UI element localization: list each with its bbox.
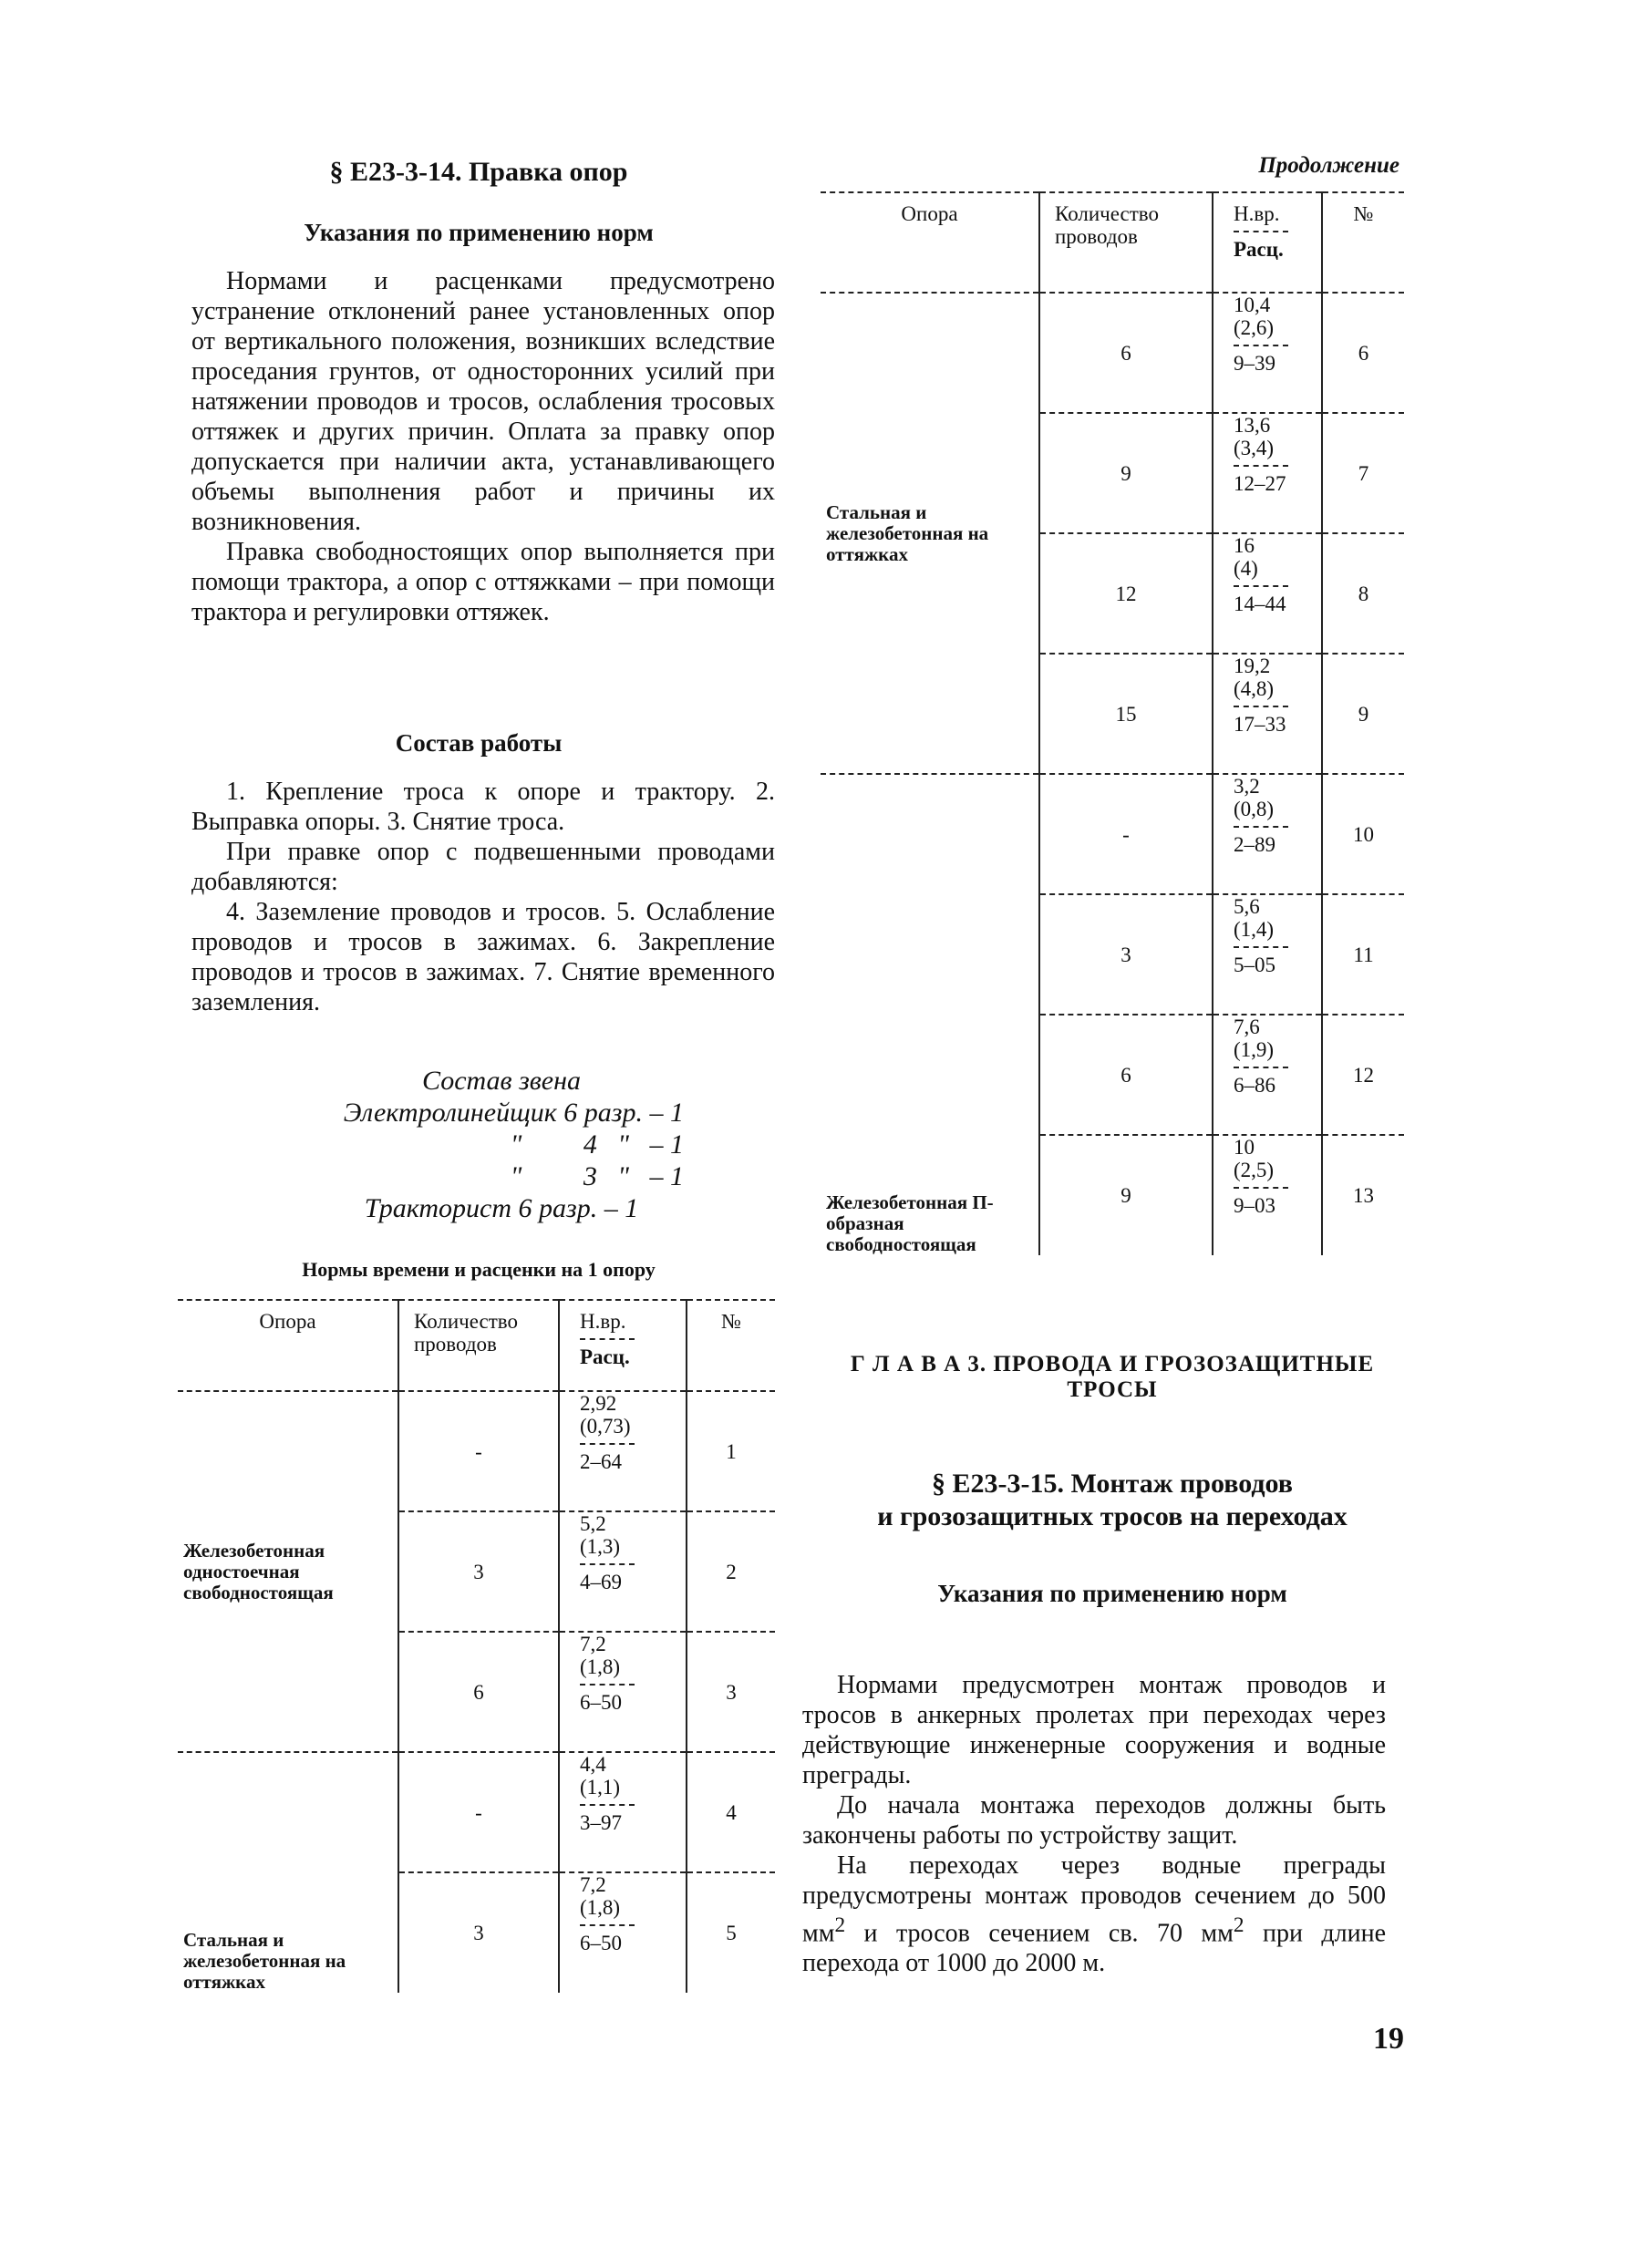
header-wires: Количество проводов <box>1039 192 1213 293</box>
hvr-value: 3,2 <box>1234 775 1260 798</box>
table-caption: Нормы времени и расценки на 1 опору <box>302 1258 656 1281</box>
guidance-title: Указания по применению норм <box>304 219 654 246</box>
header-hvr: Н.вр. Расц. <box>559 1300 687 1391</box>
rasc-value: 3–97 <box>580 1804 635 1834</box>
hvr-sub-value: (2,5) <box>1234 1159 1275 1181</box>
chapter-title <box>802 1352 1422 1403</box>
row-number-cell: 5 <box>726 1922 737 1944</box>
wires-cell: 3 <box>1039 894 1213 1015</box>
row-number-cell: 1 <box>726 1439 737 1463</box>
hvr-rasc-cell <box>1213 533 1322 654</box>
hvr-sub-value: (2,6) <box>1234 316 1275 339</box>
header-wires: Количество проводов <box>398 1300 559 1391</box>
header-num: № <box>1353 202 1374 225</box>
hvr-value: 2,92 <box>580 1392 617 1415</box>
rasc-value: 5–05 <box>1234 946 1288 976</box>
hvr-sub-value: (1,8) <box>580 1655 621 1678</box>
row-number-cell: 10 <box>1353 822 1374 846</box>
header-num: № <box>721 1310 741 1333</box>
hvr-value: 10,4 <box>1234 294 1271 316</box>
hvr-value: 4,4 <box>580 1753 606 1776</box>
header-opora: Опора <box>259 1310 316 1333</box>
wires-cell: 3 <box>398 1511 559 1632</box>
table-header-row <box>821 192 1404 293</box>
rasc-value: 6–50 <box>580 1684 635 1714</box>
section-title-line-1: § Е23-3-15. Монтаж проводов <box>931 1469 1294 1499</box>
hvr-rasc-cell <box>1213 1135 1322 1255</box>
table-row <box>178 1391 775 1511</box>
wires-cell: - <box>1039 774 1213 894</box>
wires-cell: 6 <box>1039 1015 1213 1135</box>
crew-line-2: " 4 " – 1 <box>510 1129 684 1160</box>
continuation-label: Продолжение <box>1258 153 1399 178</box>
hvr-value: 16 <box>1234 534 1255 557</box>
work-title: Состав работы <box>395 729 563 757</box>
opora-cell: Стальная и железобетонная на оттяжках <box>826 500 989 565</box>
wires-cell: 12 <box>1039 533 1213 654</box>
crew-title: Состав звена <box>421 1066 581 1096</box>
chapter-title-line-2: ТРОСЫ <box>1067 1377 1158 1402</box>
hvr-sub-value: (0,73) <box>580 1415 631 1438</box>
row-number-cell: 4 <box>726 1800 737 1824</box>
opora-cell: Железобетонная одностоечная свободностоящая <box>183 1539 334 1603</box>
e23-3-15-text <box>802 1670 1386 1978</box>
wires-cell: - <box>398 1391 559 1511</box>
hvr-rasc-cell <box>1213 654 1322 774</box>
hvr-value: 19,2 <box>1234 655 1271 677</box>
hvr-rasc-cell <box>559 1752 687 1872</box>
row-number-cell: 11 <box>1353 943 1374 966</box>
e23-3-15-paragraph-3: На переходах через водные преграды предусмотрены монтаж проводов сечением до 500 $мм^2$ и тросов сечением св. 70 $мм^2$ при длине перехода от 1000 до 2000 м. <box>802 1851 1386 1978</box>
hvr-sub-value: (1,1) <box>580 1776 621 1799</box>
guidance-title-2: Указания по применению норм <box>937 1580 1287 1607</box>
guidance-paragraph-2: Правка свободностоящих опор выполняется при помощи трактора, а опор с оттяжками – при помощи трактора и регулировки оттяжек. <box>191 538 775 626</box>
hvr-sub-value: (1,4) <box>1234 918 1275 941</box>
header-opora: Опора <box>901 202 958 225</box>
hvr-rasc-cell <box>1213 413 1322 533</box>
wires-cell: 15 <box>1039 654 1213 774</box>
opora-cell: Железобетонная П-образная свободностоящая <box>826 1191 994 1255</box>
row-number-cell: 2 <box>726 1560 737 1583</box>
wires-cell: 6 <box>1039 293 1213 413</box>
table-header-row <box>178 1300 775 1391</box>
crew-line-1: Электролинейщик 6 разр. – 1 <box>343 1098 684 1128</box>
hvr-sub-value: (4,8) <box>1234 677 1275 700</box>
wires-cell: 3 <box>398 1872 559 1993</box>
wires-cell: 6 <box>398 1632 559 1752</box>
header-hvr: Н.вр. Расц. <box>1213 192 1322 293</box>
hvr-rasc-cell <box>559 1872 687 1993</box>
rasc-value: 14–44 <box>1234 585 1288 615</box>
rasc-value: 2–64 <box>580 1443 635 1473</box>
rasc-value: 9–03 <box>1234 1187 1288 1217</box>
row-number-cell: 8 <box>1358 582 1369 605</box>
hvr-value: 13,6 <box>1234 414 1271 437</box>
section-title-e23-3-14: § Е23-3-14. Правка опор <box>329 157 628 187</box>
table-row <box>821 774 1404 894</box>
wires-cell: 9 <box>1039 413 1213 533</box>
rasc-value: 9–39 <box>1234 345 1288 375</box>
hvr-rasc-cell <box>1213 1015 1322 1135</box>
hvr-value: 7,2 <box>580 1633 606 1655</box>
rasc-value: 2–89 <box>1234 826 1288 856</box>
crew-line-4: Тракторист 6 разр. – 1 <box>364 1193 639 1223</box>
hvr-rasc-cell <box>559 1632 687 1752</box>
hvr-sub-value: (1,9) <box>1234 1038 1275 1061</box>
page-number: 19 <box>1373 2022 1404 2056</box>
hvr-sub-value: (0,8) <box>1234 798 1275 820</box>
hvr-value: 7,6 <box>1234 1015 1260 1038</box>
rasc-value: 12–27 <box>1234 465 1288 495</box>
wires-cell: - <box>398 1752 559 1872</box>
work-paragraph-2: При правке опор с подвешенными проводами добавляются: <box>191 838 775 896</box>
hvr-rasc-cell <box>1213 774 1322 894</box>
chapter-title-line-1: Г Л А В А 3. ПРОВОДА И ГРОЗОЗАЩИТНЫЕ <box>850 1352 1375 1376</box>
row-number-cell: 7 <box>1358 461 1369 485</box>
e23-3-15-paragraph-2: До начала монтажа переходов должны быть закончены работы по устройству защит. <box>802 1791 1386 1850</box>
rasc-value: 17–33 <box>1234 706 1288 736</box>
table-row <box>821 293 1404 413</box>
hvr-rasc-cell <box>559 1511 687 1632</box>
row-number-cell: 3 <box>726 1680 737 1704</box>
rasc-value: 6–50 <box>580 1924 635 1954</box>
work-paragraph-3: 4. Заземление проводов и тросов. 5. Ослабление проводов и тросов в зажимах. 6. Закрепление проводов и тросов в зажимах. 7. Снятие временного заземления. <box>191 898 775 1016</box>
hvr-value: 5,6 <box>1234 895 1260 918</box>
row-number-cell: 6 <box>1358 341 1369 365</box>
hvr-rasc-cell <box>559 1391 687 1511</box>
crew-block <box>274 1065 729 1224</box>
e23-3-15-paragraph-1: Нормами предусмотрен монтаж проводов и тросов в анкерных пролетах при переходах через действующие инженерные сооружения и водные преграды. <box>802 1671 1386 1789</box>
crew-line-3: " 3 " – 1 <box>510 1161 684 1191</box>
hvr-sub-value: (4) <box>1234 557 1258 580</box>
opora-cell: Стальная и железобетонная на оттяжках <box>183 1929 346 1993</box>
row-number-cell: 13 <box>1353 1184 1374 1207</box>
guidance-paragraph-1: Нормами и расценками предусмотрено устранение отклонений ранее установленных опор от вертикального положения, возникших вследствие проседания грунтов, от односторонних усилий при натяжении проводов и тросов, ослабления тросовых оттяжек и других причин. Оплата за правку опор допускается при наличии акта, устанавливающего объемы выполнения работ и причины их возникновения. <box>191 267 775 536</box>
hvr-sub-value: (1,8) <box>580 1896 621 1919</box>
row-number-cell: 12 <box>1353 1063 1374 1087</box>
section-title-line-2: и грозозащитных тросов на переходах <box>877 1501 1348 1531</box>
hvr-rasc-cell <box>1213 293 1322 413</box>
wires-cell: 9 <box>1039 1135 1213 1255</box>
norms-table-1 <box>178 1299 775 1993</box>
work-text <box>191 777 775 1017</box>
hvr-rasc-cell <box>1213 894 1322 1015</box>
row-number-cell: 9 <box>1358 702 1369 726</box>
hvr-value: 7,2 <box>580 1873 606 1896</box>
norms-table-2 <box>821 191 1404 1255</box>
hvr-value: 5,2 <box>580 1512 606 1535</box>
hvr-sub-value: (1,3) <box>580 1535 621 1558</box>
hvr-sub-value: (3,4) <box>1234 437 1275 459</box>
work-paragraph-1: 1. Крепление троса к опоре и трактору. 2. Выправка опоры. 3. Снятие троса. <box>191 778 775 836</box>
rasc-value: 6–86 <box>1234 1067 1288 1097</box>
section-title-e23-3-15 <box>802 1468 1422 1533</box>
hvr-value: 10 <box>1234 1136 1255 1159</box>
guidance-text <box>191 266 775 627</box>
rasc-value: 4–69 <box>580 1563 635 1593</box>
table-row <box>178 1752 775 1872</box>
